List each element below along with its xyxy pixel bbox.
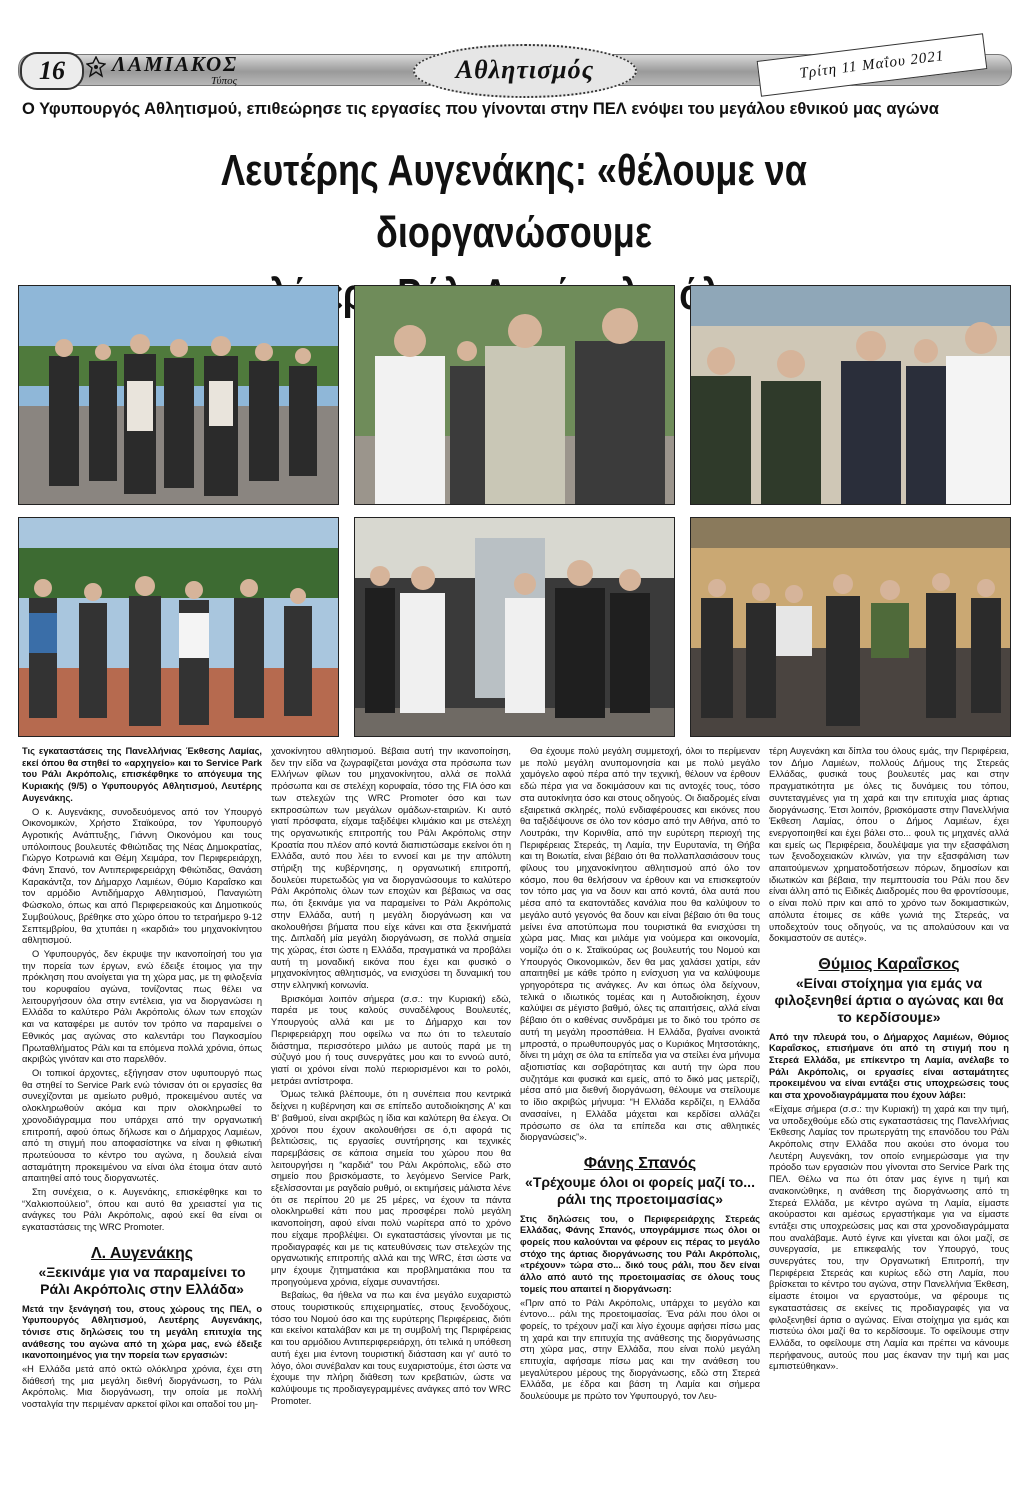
paragraph: Βρισκόμαι λοιπόν σήμερα (σ.σ.: την Κυριακή) εδώ, παρέα με τους καλούς συναδέλφους Βουλευτές, Υπουργούς αλλά και με το Δήμαρχο και τον Περιφερειάρχη που οφείλω να πω ότι το τελευταίο διάστημα, περισσότερο μιλάω με αυτούς παρά με τη σύζυγό μου ή τους συνεργάτες μου και το εννοώ αυτό, γιατί οι χρόνοι είναι πολύ περιορισμένοι και το ρολόι, μετράει αντίστροφα. bbox=[271, 993, 511, 1086]
subheading-quote: «Τρέχουμε όλοι οι φορείς μαζί το... ράλι της προετοιμασίας» bbox=[525, 1173, 755, 1207]
paragraph: Ο κ. Αυγενάκης, συνοδευόμενος από τον Υπουργό Οικονομικών, Χρήστο Σταϊκούρα, τον Υφυπουργό Αγροτικής Ανάπτυξης, Γιάννη Οικονόμου και τους υπόλοιπους βουλευτές Φθιώτιδας της Νέας Δημοκρατίας, Γιώργο Κοτρωνιά και Θέμη Χειμάρα, τον Περιφερειάρχη, Φάνη Σπανό, τον Αντιπεριφερειάρχη Φθιώτιδας, Θανάση Καρακάντζα, τον Δήμαρχο Λαμιέων, Θύμιο Καραΐσκο και τον αρμόδιο Αντιδήμαρχο Αθλητισμού, Παναγιώτη Φώσκολο, όπως και από Περιφερειακούς και Δημοτικούς Συμβούλους, βρέθηκε στο χώρο όπου το τετραήμερο 9-12 Σεπτεμβρίου, θα χτυπάει η «καρδιά» του μηχανοκίνητου αθλητισμού. bbox=[22, 806, 262, 946]
paragraph: Θα έχουμε πολύ μεγάλη συμμετοχή, όλοι το περίμεναν με πολύ μεγάλη ανυπομονησία και με πολύ μεγάλο χαμόγελο αφού πέρα από την τεχνική, θέλουν να έρθουν εδώ πέρα για να δοκιμάσουν και τις αντοχές τους, τόσο στα αυτοκίνητα όσο και στους οδηγούς. Οι διαδρομές είναι εξαιρετικά σκληρές, πολύ ενδιαφέρουσες και εικόνες που θα ταξιδέψουνε σε όλο τον κόσμο από την Αθήνα, από το Λουτράκι, την Κορινθία, από την ευρύτερη περιοχή της Περιφέρειας Στερεάς, τη Λαμία, την Ευρυτανία, τη Θήβα και τη Βοιωτία, είναι βέβαιο ότι θα πολλαπλασιάσουν τους φίλους του μηχανοκίνητου αθλητισμού από όλο τον κόσμο, που θα θελήσουν να έρθουν και να επισκεφτούν τον τόπο μας για να δουν και από κοντά, όλα αυτά που μέσα από τα εκατοντάδες κανάλια που θα καλύψουν το μεγάλο αυτό γεγονός θα δουν και είναι βέβαιο ότι θα τους μείνει ένα αποτύπωμα που τουριστικά θα ενισχύσει τη χώρα μας. Μιας και μιλάμε για νούμερα και οικονομία, νομίζω ότι ο κ. Σταϊκούρας ως βουλευτής του Νομού και Υπουργός Οικονομικών, δεν θα μας χαλάσει χατίρι, εάν απαιτηθεί με κάθε τρόπο η ενίσχυση για να καλύψουμε γρηγορότερα τις ανάγκες. Αν και όπως όλα δείχνουν, τελικά ο ιδιωτικός τομέας και η Αυτοδιοίκηση, έχουν καλύψει σε μέγιστο βαθμό, όλες τις απαιτήσεις, αλλά είναι βέβαιο ότι ο καθένας συνδράμει με το δικό του τρόπο σε αυτή τη μεγάλη προσπάθεια. Η Ελλάδα, βγαίνει ανοικτά μπροστά, ο πρωθυπουργός μας ο Κυριάκος Μητσοτάκης, δίνει τη μάχη σε όλα τα επίπεδα για να στείλει ένα μήνυμα αξιοπιστίας και σοβαρότητας και αυτή την ώρα που συζητάμε και φυσικά και εμείς, από το δικό μας μετερίζι, μέσα από μια διεθνή διοργάνωση, θέλουμε να στείλουμε το ίδιο ακριβώς μήνυμα: “Η Ελλάδα κερδίζει, η Ελλάδα ανασαίνει, η Ελλάδα μάχεται και κερδίσει αλλάζει πρόσωπο σε όλα τα επίπεδα και στις αθλητικές διοργανώσεις”». bbox=[520, 746, 760, 1143]
subheading-quote: «Είναι στοίχημα για εμάς να φιλοξενηθεί άρτια ο αγώνας και θα το κερδίσουμε» bbox=[774, 974, 1004, 1025]
paragraph: Στη συνέχεια, ο κ. Αυγενάκης, επισκέφθηκε και το “Χαλκιοπούλειο”, όπου και αυτό θα χρειαστεί για τις ανάγκες του Ράλι Ακρόπολις, αφού εκεί θα είναι οι εγκαταστάσεις της WRC Promoter. bbox=[22, 1187, 262, 1233]
subheading-augenakis bbox=[22, 1244, 262, 1298]
subheading-spanos bbox=[520, 1154, 760, 1208]
photo-3 bbox=[690, 285, 1011, 505]
article-column-2 bbox=[271, 746, 511, 1409]
section-title: Αθλητισμός bbox=[413, 44, 637, 98]
photo-4-image bbox=[19, 518, 338, 736]
page-number: 16 bbox=[20, 52, 84, 90]
brand-name: ΛΑΜΙΑΚΟΣ bbox=[112, 52, 239, 76]
masthead bbox=[18, 44, 1010, 96]
photo-5-image bbox=[355, 518, 674, 736]
paragraph: Βεβαίως, θα ήθελα να πω και ένα μεγάλο ευχαριστώ στους τουριστικούς επιχειρηματίες, στους ξενοδόχους, τόσο του Νομού όσο και της ευρύτερης Περιφέρειας, διότι και εκείνοι καταλάβαν και με τη συμβολή της Περιφέρειας και του αρμόδιου Αντιπεριφερειάρχη, ότι τελικά η υπόθεση αυτή έχει μια έντονη τουριστική διάσταση και γι' αυτό το λόγο, όλοι συνέβαλαν και τους ευχαριστούμε, έτσι ώστε να έχουμε την πλήρη διάθεση των κρεβατιών, ώστε να καλύψουμε τις προδιαγεγραμμένες ανάγκες από τον WRC Promoter. bbox=[271, 1290, 511, 1406]
paragraph-lead: Από την πλευρά του, ο Δήμαρχος Λαμιέων, Θύμιος Καραΐσκος, επισήμανε ότι από τη στιγμή που η Στερεά Ελλάδα, με επίκεντρο τη Λαμία, ανέλαβε το Ράλι Ακρόπολις, οι εργασίες είναι ασταμάτητες προκειμένου να είναι εντάξει στις υποχρεώσεις τους και στα χρονοδιαγράμματα που έχουν λάβει: bbox=[769, 1031, 1009, 1101]
subheading-quote: «Ξεκινάμε για να παραμείνει το Ράλι Ακρόπολις στην Ελλάδα» bbox=[38, 1263, 246, 1297]
article-lead: Τις εγκαταστάσεις της Πανελλήνιας Έκθεσης Λαμίας, εκεί όπου θα στηθεί το «αρχηγείο» και το Service Park του Ράλι Ακρόπολις, επισκέφθηκε το απόγευμα της Κυριακής (9/5) ο Υφυπουργός Αθλητισμού, Λευτέρης Αυγενάκης. bbox=[22, 746, 262, 803]
subheading-name: Λ. Αυγενάκης bbox=[90, 1244, 194, 1262]
brand-logo bbox=[86, 50, 256, 90]
paragraph: «Πριν από το Ράλι Ακρόπολις, υπάρχει το μεγάλο και έντονο... ράλι της προετοιμασίας. Ένα ράλι που όλοι οι φορείς, το τρέχουν μαζί και λίγο έχουμε αφήσει πίσω μας τη χαρά και την επιτυχία της ανάθεσης της διοργάνωσης στη χώρα μας, στην Ελλάδα, που είναι πολύ μεγάλη επιτυχία, αφήσαμε πίσω μας και την ανάθεση του μεγαλύτερου μέρους της διοργάνωσης, εδώ στη Στερεά Ελλάδα, με έδρα και βάση τη Λαμία και σήμερα δουλεύουμε με πρώτο τον Υφυπουργό, τον Λευ- bbox=[520, 1297, 760, 1402]
photo-5 bbox=[354, 517, 675, 737]
subheading-name: Φάνης Σπανός bbox=[583, 1154, 697, 1172]
photo-1 bbox=[18, 285, 339, 505]
brand-subtitle: Τύπος bbox=[211, 75, 238, 87]
issue-date: Τρίτη 11 Μαΐου 2021 bbox=[757, 33, 988, 97]
paragraph: Οι τοπικοί άρχοντες, εξήγησαν στον υφυπουργό πως θα στηθεί το Service Park ενώ τόνισαν ότι οι εργασίες θα συνεχίζονται με αμείωτο ρυθμό, προκειμένου αυτές να ολοκληρωθούν ακόμα και πριν ολοκληρωθεί το χρονοδιάγραμμα που υπάρχει από την οργανωτική επιτροπή, αφού όπως δήλωσε και ο Δήμαρχος Λαμιέων, από τη στιγμή που αποφασίστηκε να είναι η φθιωτική πρωτεύουσα το κέντρο του αγώνα, η δουλειά είναι ασταμάτητη προκειμένου να είναι όλα έτοιμα όταν αυτό απαιτηθεί από τους διοργανωτές. bbox=[22, 1067, 262, 1184]
photo-6-image bbox=[691, 518, 1010, 736]
photo-3-image bbox=[691, 286, 1010, 504]
subheading-karaiskos bbox=[769, 955, 1009, 1026]
paragraph: Όμως τελικά βλέπουμε, ότι η συνέπεια που κεντρικά δείχνει η κυβέρνηση και σε επίπεδο αυτοδιοίκησης Α' και Β' βαθμού, είναι ακριβώς η ίδια και καλύτερη θα έλεγα. Οι χρόνοι που έχουν ακολουθήσει σε ό,τι αφορά τις βελτιώσεις, τις εργασίες συντήρησης και τεχνικές παρεμβάσεις σε κάποια σημεία του χώρου που θα λειτουργήσει η “καρδιά” του Ράλι Ακρόπολις, εδώ στο σημείο που βρισκόμαστε, το λεγόμενο Service Park, εξελίσσονται με ραγδαίο ρυθμό, οι εκτιμήσεις μάλιστα λένε ότι σε περίπου 20 με 25 μέρες, να έχουν τα πάντα ολοκληρωθεί κάτι που μας προσφέρει πολύ μεγάλη ικανοποίηση, αφού είναι πολύ νωρίτερα από το χρόνο που είχαμε προβλέψει. Οι εγκαταστάσεις γίνονται με τις προδιαγραφές και με τις κατευθύνσεις των στελεχών της οργανωτικής επιτροπής αλλά και της WRC, έτσι ώστε να μην έχουμε ζητηματάκια και προβληματάκια που τα προηγούμενα χρόνια, είχαμε συναντήσει. bbox=[271, 1089, 511, 1287]
paragraph-lead: Στις δηλώσεις του, ο Περιφερειάρχης Στερεάς Ελλάδας, Φάνης Σπανός, υπογράμμισε πως όλοι οι φορείς που καλούνται να φέρουν εις πέρας το μεγάλο στόχο της άρτιας διοργάνωσης του Ράλι Ακρόπολις, «τρέχουν» τώρα στο... δικό τους ράλι, που δεν είναι άλλο από αυτό της προετοιμασίας σε όλους τους τομείς που απαιτεί η διοργάνωση: bbox=[520, 1213, 760, 1294]
photo-4 bbox=[18, 517, 339, 737]
article-kicker: Ο Υφυπουργός Αθλητισμού, επιθεώρησε τις εργασίες που γίνονται στην ΠΕΛ ενόψει του μεγάλου εθνικού μας αγώνα bbox=[22, 100, 939, 118]
paragraph-lead: Μετά την ξενάγησή του, στους χώρους της ΠΕΛ, ο Υφυπουργός Αθλητισμού, Λευτέρης Αυγενάκης, τόνισε στις δηλώσεις του τη μεγάλη επιτυχία της ανάθεσης του αγώνα από τη χώρα μας, ενώ έδειξε ικανοποιημένος για την πορεία των εργασιών: bbox=[22, 1303, 262, 1361]
photo-1-image bbox=[19, 286, 338, 504]
photo-2 bbox=[354, 285, 675, 505]
article-column-4 bbox=[769, 746, 1009, 1375]
paragraph: χανοκίνητου αθλητισμού. Βέβαια αυτή την ικανοποίηση, δεν την είδα να ζωγραφίζεται μονάχα στα πρόσωπα των Ελλήνων φίλων του μηχανοκίνητου, αλλά σε πολλά πρόσωπα και σε στελέχη κορυφαία, τόσο της FIA όσο και των στελεχών της WRC Promoter όσο και των εκπροσώπων των μεγάλων ομάδων-εταιριών. Κι αυτό γιατί πρόσφατα, είχαμε ταξιδέψει κλιμάκιο και με στελέχη της οργανωτικής επιτροπής του Ράλι Ακρόπολις στην Κροατία που πλέον από κοντά διαπιστώσαμε εκείνοι ότι η Ελλάδα, αυτό που λέει το εννοεί και με την απόλυτη στήριξη της κυβέρνησης, η οργανωτική επιτροπή, δουλεύει πυρετωδώς για να διοργανώσουμε το καλύτερο Ράλι Ακρόπολις όλων των εποχών και βέβαιως να σας πω, ότι ξεκινάμε για να παραμείνει το Ράλι Ακρόπολις στην Ελλάδα, αυτή η μεγάλη διοργάνωση και να ακολουθήσει βήματα που είχε κάνει και στα ξεκινήματά της. Διπλαδή μία μεγάλη διοργάνωση, σε πολλά σημεία της χώρας, έτσι ώστε η Ελλάδα, πραγματικά να προβάλει αυτή τη μοναδική εικόνα που έχει και φυσικό ο μηχανοκίνητος αθλητισμός, να ενισχύσει τη δυναμική του στην ελληνική κοινωνία. bbox=[271, 746, 511, 991]
photo-6 bbox=[690, 517, 1011, 737]
lamia-emblem-icon bbox=[86, 56, 106, 78]
paragraph: Ο Υφυπουργός, δεν έκρυψε την ικανοποίησή του για την πορεία των έργων, ενώ έδειξε έτοιμος για την πρόκληση που ανοίγεται για τη χώρα μας, με τη φιλοξενία του κορυφαίου αγώνα, τονίζοντας πως θέλει να λειτουργήσουν όλα στην εντέλεια, για να διοργανώσει η Ελλάδα το καλύτερο Ράλι Ακρόπολις όλων των εποχών και να καταφέρει με αυτόν τον τρόπο να παραμείνει ο Εθνικός μας αγώνας στο καλεντάρι του Παγκοσμίου Πρωταθλήματος Ράλι και τα επόμενα πολλά χρόνια, όπως ακριβώς γινόταν και στο παρελθόν. bbox=[22, 948, 262, 1065]
headline-line-1: Λευτέρης Αυγενάκης: «θέλουμε να διοργανώσουμε bbox=[221, 146, 807, 257]
photo-2-image bbox=[355, 286, 674, 504]
paragraph: «Είχαμε σήμερα (σ.σ.: την Κυριακή) τη χαρά και την τιμή, να υποδεχθούμε εδώ στις εγκαταστάσεις της Πανελλήνιας Έκθεσης Λαμίας τον πρωτεργάτη της επανόδου του Ράλι Ακρόπολις στην Ελλάδα που ακούει στο όνομα του Λευτέρη Αυγενάκη, τον οποίο ενημερώσαμε για την πρόοδο των εργασιών που γίνονται στο Service Park της ΠΕΛ. Θέλω να πω ότι όταν μας έγινε η τιμή και ανακοινώθηκε, η ανάθεση της διοργάνωσης από τη Στερεά Ελλάδα, με κέντρο αγώνα τη Λαμία, είμαστε ακούραστοι και αμέσως εργαστήκαμε για να είμαστε εντάξει στις υποχρεώσεις μας και στα χρονοδιαγράμματα που αναλάβαμε. Αυτό έγινε και γίνεται και όλοι μαζί, σε συνεργασία, με επικεφαλής τον Υπουργό, τους συνεργάτες του, την Οργανωτική Επιτροπή, την Περιφέρεια Στερεάς και κυρίως εδώ στη Λαμία, που βρίσκεται το κέντρο του αγώνα, στην Πανελλήνια Έκθεση, είμαστε έτοιμοι να εργαστούμε, να φέρουμε τις εγκαταστάσεις σε εκείνες τις προδιαγραφές για να φιλοξενηθεί άρτια ο αγώνας. Είναι στοίχημα για εμάς και πιστεύω όλοι μαζί θα το κερδίσουμε. Το οφείλουμε στην Ελλάδα, το οφείλουμε στη Λαμία και πρέπει να κάνουμε περήφανους, αυτούς που μας έκαναν την τιμή και μας εμπιστεύθηκαν». bbox=[769, 1103, 1009, 1372]
paragraph: τέρη Αυγενάκη και δίπλα του όλους εμάς, την Περιφέρεια, τον Δήμο Λαμιέων, πολλούς Δήμους της Στερεάς Ελλάδας, φυσικά τους βουλευτές μας και στην πραγματικότητα με όλες τις δυνάμεις του τόπου, συντεταγμένες για τη χαρά και την επιτυχία μιας άρτιας διοργάνωσης. Έτσι λοιπόν, βρισκόμαστε στην Πανελλήνια Έκθεση Λαμίας, όπου ο Δήμος Λαμιέων, έχει ενεργοποιηθεί και έχει βάλει στο... φουλ τις μηχανές αλλά και εμείς ως Περιφέρεια, δουλέψαμε για την εξασφάλιση των ξενοδοχειακών κλινών, για την εξασφάλιση των απαιτούμενων χρηματοδοτήσεων πόρων, δημοσίων και ιδιωτικών και βέβαια, την πεμπτουσία του Ράλι που δεν είναι άλλη από τις Ειδικές Διαδρομές που θα φροντίσουμε, ο είναι πολύ πριν και από το χρόνο των δοκιμαστικών, απόλυτα έτοιμες σε κάθε γωνιά της Στερεάς, να υποδεχτούν τους οδηγούς, να τις απολαύσουν και να δοκιμαστούν σε αυτές». bbox=[769, 746, 1009, 944]
article-column-3 bbox=[520, 746, 760, 1405]
paragraph: «Η Ελλάδα μετά από οκτώ ολόκληρα χρόνια, έχει στη διάθεσή της μια μεγάλη διεθνή διοργάνωση, το Ράλι Ακρόπολις. Μια διοργάνωση, την οποία με πολλή νοσταλγία την περιμέναν αρκετοί φίλοι και οπαδοί του μη- bbox=[22, 1364, 262, 1410]
subheading-name: Θύμιος Καραΐσκος bbox=[818, 955, 960, 973]
article-column-1 bbox=[22, 746, 262, 1413]
